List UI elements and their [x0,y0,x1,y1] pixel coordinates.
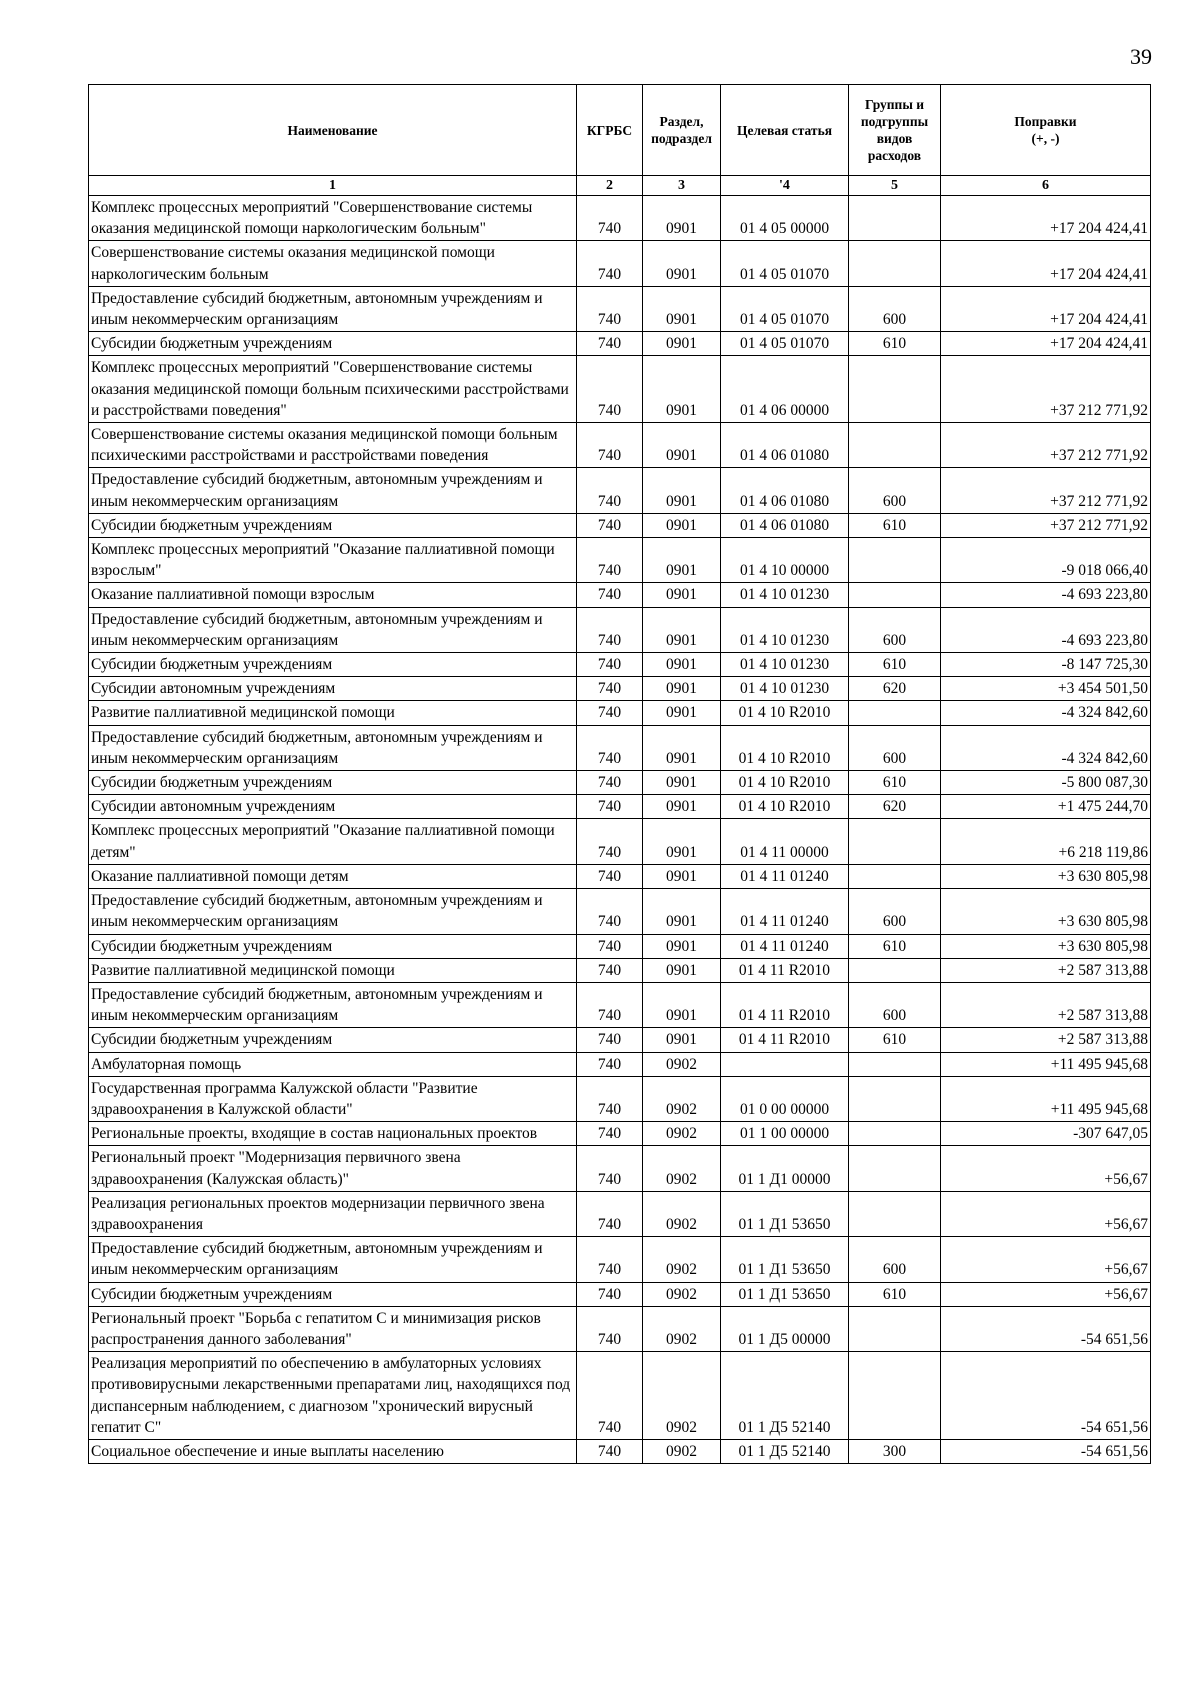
row-razdel: 0901 [643,771,721,795]
row-target-article: 01 1 Д1 53650 [721,1191,849,1236]
row-target-article: 01 4 10 R2010 [721,795,849,819]
row-kgrbs: 740 [577,1282,643,1306]
row-razdel: 0901 [643,982,721,1027]
row-kgrbs: 740 [577,241,643,286]
row-name: Субсидии бюджетным учреждениям [89,934,577,958]
row-kgrbs: 740 [577,1122,643,1146]
row-kgrbs: 740 [577,889,643,934]
row-kgrbs: 740 [577,653,643,677]
row-amount: +2 587 313,88 [941,1028,1151,1052]
row-expense-group [849,583,941,607]
row-name: Предоставление субсидий бюджетным, автономным учреждениям и иным некоммерческим организациям [89,982,577,1027]
row-name: Комплекс процессных мероприятий "Совершенствование системы оказания медицинской помощи наркологическим больным" [89,196,577,241]
row-kgrbs: 740 [577,286,643,331]
row-target-article: 01 1 Д5 52140 [721,1439,849,1463]
row-name: Амбулаторная помощь [89,1052,577,1076]
row-razdel: 0901 [643,889,721,934]
row-name: Комплекс процессных мероприятий "Оказание паллиативной помощи взрослым" [89,538,577,583]
table-row [89,196,1151,241]
row-target-article: 01 4 10 01230 [721,583,849,607]
row-name: Реализация региональных проектов модернизации первичного звена здравоохранения [89,1191,577,1236]
row-expense-group: 600 [849,982,941,1027]
row-name: Предоставление субсидий бюджетным, автономным учреждениям и иным некоммерческим организациям [89,286,577,331]
row-amount: -5 800 087,30 [941,771,1151,795]
column-number: 3 [643,176,721,196]
row-amount: +11 495 945,68 [941,1076,1151,1121]
table-row [89,607,1151,652]
row-razdel: 0902 [643,1076,721,1121]
row-target-article [721,1052,849,1076]
row-name: Социальное обеспечение и иные выплаты населению [89,1439,577,1463]
row-target-article: 01 4 05 01070 [721,332,849,356]
table-row [89,423,1151,468]
table-row [89,332,1151,356]
row-expense-group [849,1146,941,1191]
row-target-article: 01 1 Д5 00000 [721,1306,849,1351]
row-razdel: 0901 [643,423,721,468]
row-target-article: 01 4 05 01070 [721,286,849,331]
row-razdel: 0902 [643,1146,721,1191]
row-name: Субсидии бюджетным учреждениям [89,653,577,677]
row-kgrbs: 740 [577,607,643,652]
row-razdel: 0901 [643,332,721,356]
column-number: 5 [849,176,941,196]
row-kgrbs: 740 [577,934,643,958]
row-target-article: 01 1 Д1 53650 [721,1282,849,1306]
table-row [89,513,1151,537]
row-name: Предоставление субсидий бюджетным, автономным учреждениям и иным некоммерческим организациям [89,725,577,770]
row-name: Региональный проект "Борьба с гепатитом С и минимизация рисков распространения данного заболевания" [89,1306,577,1351]
row-target-article: 01 4 11 01240 [721,864,849,888]
row-amount: +56,67 [941,1146,1151,1191]
row-target-article: 01 1 Д1 00000 [721,1146,849,1191]
row-expense-group: 600 [849,889,941,934]
table-row [89,583,1151,607]
row-name: Субсидии бюджетным учреждениям [89,771,577,795]
row-expense-group [849,356,941,423]
row-kgrbs: 740 [577,423,643,468]
row-kgrbs: 740 [577,538,643,583]
row-kgrbs: 740 [577,356,643,423]
page-number: 39 [1130,44,1152,69]
column-number-row [89,176,1151,196]
row-name: Региональные проекты, входящие в состав национальных проектов [89,1122,577,1146]
table-row [89,356,1151,423]
row-kgrbs: 740 [577,1306,643,1351]
row-kgrbs: 740 [577,332,643,356]
row-amount: +1 475 244,70 [941,795,1151,819]
row-amount: -9 018 066,40 [941,538,1151,583]
row-expense-group: 610 [849,513,941,537]
row-target-article: 01 4 10 00000 [721,538,849,583]
row-amount: +2 587 313,88 [941,982,1151,1027]
row-amount: -54 651,56 [941,1439,1151,1463]
row-amount: -4 324 842,60 [941,701,1151,725]
row-razdel: 0901 [643,583,721,607]
table-header [89,85,1151,196]
row-amount: +3 454 501,50 [941,677,1151,701]
row-name: Совершенствование системы оказания медицинской помощи больным психическими расстройствами и расстройствами поведения [89,423,577,468]
row-expense-group [849,423,941,468]
header-target-article: Целевая статья [721,85,849,176]
row-amount: +37 212 771,92 [941,513,1151,537]
row-razdel: 0901 [643,725,721,770]
row-kgrbs: 740 [577,583,643,607]
row-expense-group [849,864,941,888]
row-name: Предоставление субсидий бюджетным, автономным учреждениям и иным некоммерческим организациям [89,468,577,513]
row-expense-group [849,196,941,241]
row-amount: -4 693 223,80 [941,607,1151,652]
row-expense-group: 610 [849,771,941,795]
row-expense-group: 600 [849,725,941,770]
row-amount: +3 630 805,98 [941,889,1151,934]
row-expense-group [849,819,941,864]
header-kgrbs: КГРБС [577,85,643,176]
row-name: Государственная программа Калужской области "Развитие здравоохранения в Калужской области" [89,1076,577,1121]
row-kgrbs: 740 [577,958,643,982]
row-razdel: 0902 [643,1306,721,1351]
row-expense-group: 300 [849,1439,941,1463]
table-row [89,771,1151,795]
row-name: Предоставление субсидий бюджетным, автономным учреждениям и иным некоммерческим организациям [89,607,577,652]
row-name: Предоставление субсидий бюджетным, автономным учреждениям и иным некоммерческим организациям [89,889,577,934]
row-kgrbs: 740 [577,725,643,770]
row-name: Развитие паллиативной медицинской помощи [89,701,577,725]
row-razdel: 0901 [643,241,721,286]
row-amount: +2 587 313,88 [941,958,1151,982]
header-amendments: Поправки (+, -) [941,85,1151,176]
table-row [89,286,1151,331]
row-target-article: 01 4 10 01230 [721,653,849,677]
row-name: Реализация мероприятий по обеспечению в амбулаторных условиях противовирусными лекарственными препаратами лиц, находящихся под диспансерным наблюдением, с диагнозом "хронический вирусный гепатит С" [89,1352,577,1440]
row-name: Региональный проект "Модернизация первичного звена здравоохранения (Калужская область)" [89,1146,577,1191]
row-target-article: 01 1 Д1 53650 [721,1237,849,1282]
row-amount: +17 204 424,41 [941,196,1151,241]
row-target-article: 01 4 11 R2010 [721,958,849,982]
row-kgrbs: 740 [577,1237,643,1282]
table-row [89,725,1151,770]
row-target-article: 01 4 11 00000 [721,819,849,864]
row-amount: +37 212 771,92 [941,356,1151,423]
row-kgrbs: 740 [577,1076,643,1121]
row-razdel: 0902 [643,1352,721,1440]
column-number: 2 [577,176,643,196]
row-razdel: 0901 [643,1028,721,1052]
row-target-article: 01 4 10 01230 [721,677,849,701]
row-expense-group [849,1191,941,1236]
row-amount: -54 651,56 [941,1352,1151,1440]
header-razdel: Раздел, подраздел [643,85,721,176]
table-row [89,795,1151,819]
row-amount: +6 218 119,86 [941,819,1151,864]
row-razdel: 0902 [643,1191,721,1236]
table-row [89,1076,1151,1121]
row-name: Субсидии бюджетным учреждениям [89,332,577,356]
row-target-article: 01 4 10 01230 [721,607,849,652]
table-row [89,1352,1151,1440]
table-row [89,1146,1151,1191]
row-expense-group: 600 [849,1237,941,1282]
row-kgrbs: 740 [577,677,643,701]
row-amount: +17 204 424,41 [941,286,1151,331]
row-target-article: 01 4 06 01080 [721,513,849,537]
row-amount: +3 630 805,98 [941,934,1151,958]
row-target-article: 01 0 00 00000 [721,1076,849,1121]
row-kgrbs: 740 [577,819,643,864]
row-amount: -4 324 842,60 [941,725,1151,770]
row-expense-group: 600 [849,286,941,331]
row-expense-group [849,1122,941,1146]
row-razdel: 0901 [643,677,721,701]
row-kgrbs: 740 [577,468,643,513]
budget-table [88,84,1151,1464]
table-row [89,1439,1151,1463]
table-row [89,864,1151,888]
row-target-article: 01 4 06 01080 [721,468,849,513]
table-row [89,468,1151,513]
table-body [89,196,1151,1464]
row-amount: +11 495 945,68 [941,1052,1151,1076]
row-name: Оказание паллиативной помощи детям [89,864,577,888]
row-razdel: 0901 [643,958,721,982]
header-expense-groups: Группы и подгруппы видов расходов [849,85,941,176]
row-razdel: 0901 [643,356,721,423]
row-name: Субсидии бюджетным учреждениям [89,513,577,537]
row-kgrbs: 740 [577,513,643,537]
row-kgrbs: 740 [577,701,643,725]
row-expense-group [849,1052,941,1076]
header-name: Наименование [89,85,577,176]
table-row [89,653,1151,677]
row-target-article: 01 4 11 R2010 [721,982,849,1027]
table-row [89,241,1151,286]
row-razdel: 0901 [643,701,721,725]
row-razdel: 0902 [643,1237,721,1282]
row-amount: +17 204 424,41 [941,241,1151,286]
table-row [89,701,1151,725]
row-amount: +17 204 424,41 [941,332,1151,356]
row-kgrbs: 740 [577,196,643,241]
row-amount: +56,67 [941,1191,1151,1236]
row-kgrbs: 740 [577,1028,643,1052]
row-razdel: 0902 [643,1282,721,1306]
row-expense-group: 600 [849,468,941,513]
row-kgrbs: 740 [577,1052,643,1076]
table-row [89,1306,1151,1351]
row-razdel: 0902 [643,1122,721,1146]
table-row [89,958,1151,982]
row-name: Комплекс процессных мероприятий "Оказание паллиативной помощи детям" [89,819,577,864]
table-row [89,889,1151,934]
row-razdel: 0901 [643,286,721,331]
row-expense-group: 600 [849,607,941,652]
row-name: Развитие паллиативной медицинской помощи [89,958,577,982]
row-razdel: 0902 [643,1052,721,1076]
row-razdel: 0901 [643,468,721,513]
row-amount: +56,67 [941,1237,1151,1282]
row-expense-group [849,1306,941,1351]
row-expense-group: 610 [849,332,941,356]
row-razdel: 0901 [643,864,721,888]
column-number: '4 [721,176,849,196]
row-razdel: 0901 [643,607,721,652]
table-row [89,982,1151,1027]
row-expense-group: 610 [849,1282,941,1306]
row-expense-group [849,1352,941,1440]
row-name: Оказание паллиативной помощи взрослым [89,583,577,607]
row-razdel: 0901 [643,795,721,819]
row-target-article: 01 4 10 R2010 [721,701,849,725]
table-row [89,1237,1151,1282]
row-name: Субсидии бюджетным учреждениям [89,1028,577,1052]
row-target-article: 01 4 05 00000 [721,196,849,241]
row-razdel: 0901 [643,819,721,864]
row-name: Комплекс процессных мероприятий "Совершенствование системы оказания медицинской помощи больным психическими расстройствами и расстройствами поведения" [89,356,577,423]
row-amount: +37 212 771,92 [941,423,1151,468]
row-amount: +3 630 805,98 [941,864,1151,888]
row-razdel: 0901 [643,513,721,537]
row-target-article: 01 4 11 R2010 [721,1028,849,1052]
row-razdel: 0902 [643,1439,721,1463]
row-target-article: 01 4 05 01070 [721,241,849,286]
row-razdel: 0901 [643,538,721,583]
row-name: Совершенствование системы оказания медицинской помощи наркологическим больным [89,241,577,286]
row-target-article: 01 4 06 01080 [721,423,849,468]
row-target-article: 01 4 11 01240 [721,934,849,958]
row-target-article: 01 1 00 00000 [721,1122,849,1146]
row-kgrbs: 740 [577,771,643,795]
table-row [89,934,1151,958]
row-razdel: 0901 [643,196,721,241]
row-expense-group: 610 [849,1028,941,1052]
table-row [89,1122,1151,1146]
row-expense-group [849,1076,941,1121]
row-expense-group [849,241,941,286]
column-number: 1 [89,176,577,196]
row-target-article: 01 4 06 00000 [721,356,849,423]
row-expense-group [849,538,941,583]
row-expense-group [849,701,941,725]
row-amount: +37 212 771,92 [941,468,1151,513]
row-amount: -307 647,05 [941,1122,1151,1146]
row-expense-group: 610 [849,653,941,677]
row-kgrbs: 740 [577,1191,643,1236]
row-kgrbs: 740 [577,864,643,888]
row-name: Субсидии автономным учреждениям [89,677,577,701]
row-amount: -54 651,56 [941,1306,1151,1351]
table-row [89,538,1151,583]
row-kgrbs: 740 [577,982,643,1027]
row-name: Предоставление субсидий бюджетным, автономным учреждениям и иным некоммерческим организациям [89,1237,577,1282]
row-amount: -4 693 223,80 [941,583,1151,607]
row-razdel: 0901 [643,934,721,958]
row-kgrbs: 740 [577,1146,643,1191]
row-target-article: 01 1 Д5 52140 [721,1352,849,1440]
row-expense-group: 620 [849,677,941,701]
row-expense-group [849,958,941,982]
row-amount: -8 147 725,30 [941,653,1151,677]
row-kgrbs: 740 [577,1352,643,1440]
row-expense-group: 610 [849,934,941,958]
table-row [89,677,1151,701]
row-amount: +56,67 [941,1282,1151,1306]
table-row [89,819,1151,864]
row-expense-group: 620 [849,795,941,819]
row-kgrbs: 740 [577,795,643,819]
row-razdel: 0901 [643,653,721,677]
row-name: Субсидии бюджетным учреждениям [89,1282,577,1306]
table-row [89,1191,1151,1236]
table-row [89,1052,1151,1076]
row-target-article: 01 4 10 R2010 [721,725,849,770]
row-target-article: 01 4 11 01240 [721,889,849,934]
column-number: 6 [941,176,1151,196]
row-target-article: 01 4 10 R2010 [721,771,849,795]
row-name: Субсидии автономным учреждениям [89,795,577,819]
table-row [89,1282,1151,1306]
row-kgrbs: 740 [577,1439,643,1463]
table-row [89,1028,1151,1052]
